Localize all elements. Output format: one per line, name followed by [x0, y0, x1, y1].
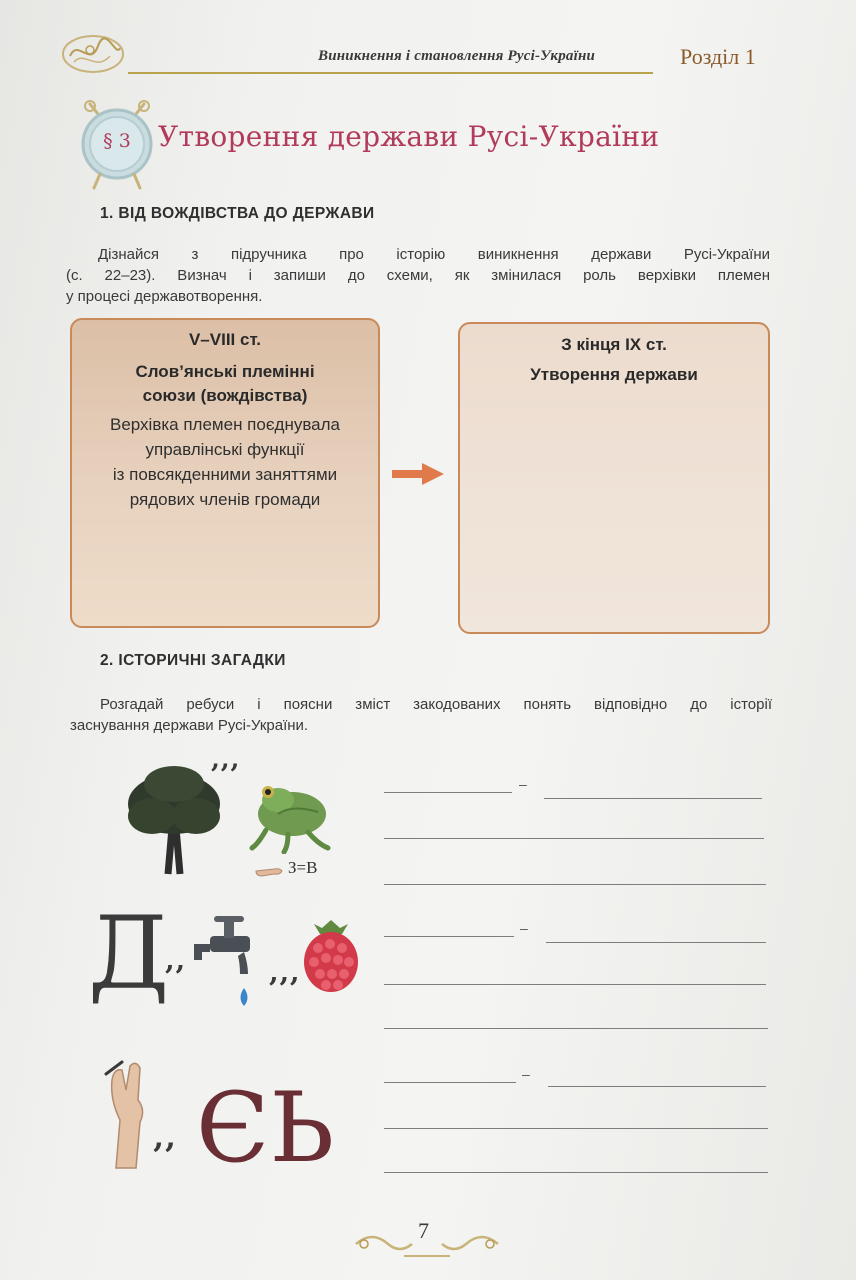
task1-line2: (с. 22–23). Визнач і запиши до схеми, як змінилася роль верхівки племен [66, 267, 770, 284]
answer-line[interactable] [384, 1028, 768, 1029]
left-box-text-2: управлінські функції [145, 440, 305, 459]
scheme-box-chiefdoms [70, 318, 380, 628]
task2-instruction [70, 694, 772, 736]
task1-heading: 1. ВІД ВОЖДІВСТВА ДО ДЕРЖАВИ [100, 205, 375, 222]
header-ornament-icon [60, 28, 126, 76]
running-header-section: Розділ 1 [680, 44, 756, 69]
left-box-text-4: рядових членів громади [129, 490, 321, 509]
right-box-title: Утворення держави [530, 365, 698, 384]
answer-line[interactable] [384, 792, 512, 793]
scheme-box-state-formation[interactable] [458, 322, 770, 634]
page-number: 7 [418, 1218, 429, 1243]
task2-line2: заснування держави Русі-України. [70, 717, 309, 734]
answer-dash: – [522, 1066, 530, 1082]
answer-line[interactable] [544, 798, 762, 799]
task1-line3: у процесі державотворення. [66, 288, 263, 305]
section-number-badge: § 3 [103, 130, 131, 152]
raspberry-icon [300, 918, 362, 994]
task1-instruction [66, 244, 770, 307]
left-box-title-1: Слов’янські племінні [135, 362, 315, 381]
left-box-text-3: із повсякденними заняттями [112, 465, 338, 484]
frog-icon [248, 774, 334, 854]
answer-line[interactable] [384, 884, 766, 885]
left-box-period: V–VIII ст. [188, 330, 262, 349]
task1-line1: Дізнайся з підручника про історію виникнення держави Русі-України [98, 246, 770, 263]
answer-line[interactable] [384, 1128, 768, 1129]
arrow-right-icon [392, 462, 444, 486]
answer-line[interactable] [384, 1172, 768, 1173]
answer-line[interactable] [384, 984, 766, 985]
header-rule [128, 72, 653, 74]
answer-dash: – [519, 776, 527, 792]
pointing-hand-icon [254, 862, 288, 880]
left-box-title-2: союзи (вождівства) [142, 386, 308, 405]
rebus3-quote-marks: ’’ [152, 1136, 176, 1176]
tree-icon [124, 764, 224, 876]
rebus3-letters: ЄЬ [196, 1072, 335, 1184]
answer-line[interactable] [546, 942, 766, 943]
right-box-period: З кінця IX ст. [561, 335, 667, 354]
answer-line[interactable] [384, 838, 764, 839]
rebus2-letter: Д [88, 895, 170, 1012]
section-title: Утворення держави Русі-України [158, 120, 660, 153]
answer-line[interactable] [384, 1082, 516, 1083]
rebus1-quote-marks: ’’’ [210, 758, 240, 791]
hand-icon [96, 1060, 158, 1170]
answer-line[interactable] [548, 1086, 766, 1087]
rebus2-quote-marks-b: ’’’ [268, 972, 300, 1007]
running-header-title: Виникнення і становлення Русі-України [318, 48, 596, 64]
water-tap-icon [188, 914, 264, 1014]
answer-dash: – [520, 920, 528, 936]
rebus1-hint: З=В [288, 858, 318, 877]
answer-line[interactable] [384, 936, 514, 937]
task2-line1: Розгадай ребуси і поясни зміст закодованих понять відповідно до історії [100, 696, 772, 713]
task2-heading: 2. ІСТОРИЧНІ ЗАГАДКИ [100, 652, 286, 669]
left-box-text-1: Верхівка племен поєднувала [110, 415, 340, 434]
rebus2-quote-marks-a: ’’ [164, 960, 185, 995]
